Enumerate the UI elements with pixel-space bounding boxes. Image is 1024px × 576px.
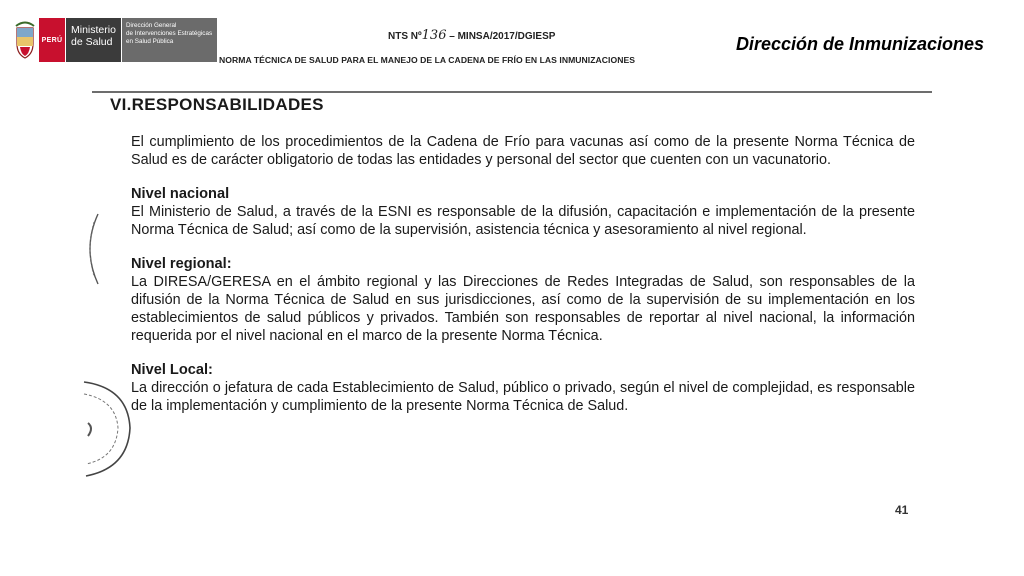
ministry-label [65,18,121,62]
coat-of-arms-icon [14,18,36,62]
peru-label: PERÚ [39,18,65,62]
level-local [131,361,915,415]
ministry-line-1: Ministerio [71,24,116,36]
nts-prefix: NTS Nº [388,31,422,42]
direction-general-label [121,18,217,62]
level-national [131,185,915,239]
level-regional [131,255,915,345]
level-paragraph: El Ministerio de Salud, a través de la ESNI es responsable de la difusión, capacitación e implementación de la presente Norma Técnica de Salud; así como de la supervisión, asistencia técnica y asesoramiento al nivel regional. [131,204,915,238]
intro-paragraph: El cumplimiento de los procedimientos de la Cadena de Frío para vacunas así como de la presente Norma Técnica de Salud es de carácter obligatorio de todas las entidades y personal del sector que cuenten con un vacunatorio. [131,134,915,168]
level-paragraph: La dirección o jefatura de cada Establecimiento de Salud, público o privado, según el nivel de complejidad, es responsable de la implementación y cumplimiento de la presente Norma Técnica de Salud. [131,380,915,414]
level-paragraph: La DIRESA/GERESA en el ámbito regional y las Direcciones de Redes Integradas de Salud, son responsables de la difusión de la Norma Técnica de Salud en sus jurisdicciones, así como de la supervisión de su implementación en los establecimientos de salud públicos y privados. También son responsables de reportar al nivel nacional, la información requerida por el nivel nacional en el marco de la presente Norma Técnica. [131,274,915,344]
nts-suffix: – MINSA/2017/DGIESP [446,31,556,42]
direction-line: Dirección General [126,22,177,29]
minsa-logo [14,18,217,62]
header-divider [92,91,932,93]
nts-number: 136 [421,28,447,43]
level-heading: Nivel nacional [131,186,230,202]
direction-line: de Intervenciones Estratégicas [126,30,213,37]
responsibilities-content [131,133,915,415]
direction-line: en Salud Pública [126,38,174,45]
document-body [98,95,928,415]
norma-title: NORMA TÉCNICA DE SALUD PARA EL MANEJO DE LA CADENA DE FRÍO EN LAS INMUNIZACIONES [219,55,636,65]
nts-code [388,28,555,43]
section-title: VI.RESPONSABILIDADES [110,95,324,114]
ministry-line-2: de Salud [71,36,113,48]
page-number: 41 [895,503,909,517]
section-owner-title: Dirección de Inmunizaciones [735,34,984,54]
level-heading: Nivel regional: [131,256,232,272]
seal-stamp-icon [80,212,100,286]
level-heading: Nivel Local: [131,362,213,378]
